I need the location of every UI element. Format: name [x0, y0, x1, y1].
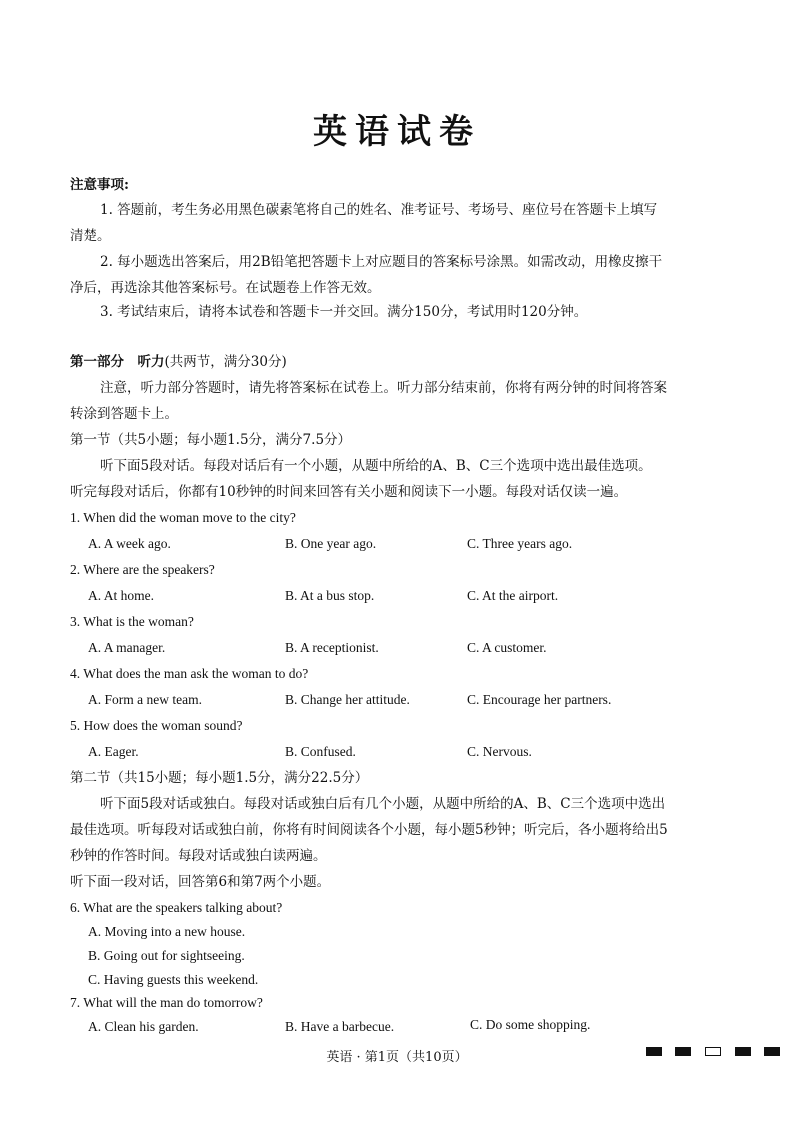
- question-text: 6. What are the speakers talking about?: [70, 900, 283, 915]
- option-b: B. At a bus stop.: [285, 588, 375, 603]
- notice-heading: 注意事项:: [70, 177, 129, 193]
- mark-block: [764, 1047, 780, 1056]
- option-b: B. Confused.: [285, 744, 356, 759]
- option-c: C. Encourage her partners.: [467, 692, 612, 707]
- option-a: A. A manager.: [88, 640, 166, 655]
- section1-heading: 第一节（共5小题；每小题1.5分，满分7.5分）: [70, 432, 352, 448]
- mark-block: [735, 1047, 751, 1056]
- option-c: C. Three years ago.: [467, 536, 573, 551]
- option-a: A. A week ago.: [88, 536, 171, 551]
- option-b: B. Have a barbecue.: [285, 1019, 395, 1034]
- question-text: 4. What does the man ask the woman to do?: [70, 666, 309, 681]
- option-a: A. At home.: [88, 588, 154, 603]
- part1-heading-row: [70, 353, 287, 371]
- section1-instr-line: 听完每段对话后，你都有10秒钟的时间来回答有关小题和阅读下一小题。每段对话仅读一遍。: [70, 484, 628, 500]
- option-a: A. Eager.: [88, 744, 139, 759]
- section2-instr-line: 最佳选项。听每段对话或独白前，你将有时间阅读各个小题，每小题5秒钟；听完后，各小题将给出5: [70, 822, 668, 838]
- notice-line: 3. 考试结束后，请将本试卷和答题卡一并交回。满分150分，考试用时120分钟。: [100, 304, 588, 320]
- question-text: 1. When did the woman move to the city?: [70, 510, 296, 525]
- question-text: 3. What is the woman?: [70, 614, 194, 629]
- option-a: A. Form a new team.: [88, 692, 202, 707]
- option-c: C. A customer.: [467, 640, 547, 655]
- notice-line: 净后，再选涂其他答案标号。在试题卷上作答无效。: [70, 280, 381, 296]
- question-text: 7. What will the man do tomorrow?: [70, 995, 263, 1010]
- question-text: 5. How does the woman sound?: [70, 718, 243, 733]
- option-c: C. Having guests this weekend.: [88, 972, 259, 987]
- option-b: B. Going out for sightseeing.: [88, 948, 245, 963]
- mark-block: [675, 1047, 691, 1056]
- option-b: B. A receptionist.: [285, 640, 379, 655]
- dialog-note: 听下面一段对话，回答第6和第7两个小题。: [70, 874, 331, 890]
- section2-instr-line: 秒钟的作答时间。每段对话或独白读两遍。: [70, 848, 327, 864]
- part1-heading-note: (共两节，满分30分): [164, 354, 287, 370]
- notice-line: 清楚。: [70, 228, 111, 244]
- page-footer: 英语 · 第1页（共10页）: [326, 1050, 468, 1065]
- question-text: 2. Where are the speakers?: [70, 562, 215, 577]
- notice-line: 1. 答题前，考生务必用黑色碳素笔将自己的姓名、准考证号、考场号、座位号在答题卡上填写: [100, 202, 658, 218]
- option-a: A. Moving into a new house.: [88, 924, 246, 939]
- part1-heading: 第一部分 听力: [70, 354, 165, 370]
- mark-block-hollow: [705, 1047, 721, 1056]
- mark-block: [646, 1047, 662, 1056]
- page-title: 英语试卷: [313, 112, 481, 152]
- option-b: B. One year ago.: [285, 536, 377, 551]
- section2-instr-line: 听下面5段对话或独白。每段对话或独白后有几个小题，从题中所给的A、B、C三个选项中选出: [100, 796, 666, 812]
- option-a: A. Clean his garden.: [88, 1019, 199, 1034]
- option-c: C. At the airport.: [467, 588, 559, 603]
- section1-instr-line: 听下面5段对话。每段对话后有一个小题，从题中所给的A、B、C三个选项中选出最佳选项。: [100, 458, 652, 474]
- option-c: C. Do some shopping.: [470, 1017, 591, 1032]
- part1-intro-line: 转涂到答题卡上。: [70, 406, 178, 422]
- notice-line: 2. 每小题选出答案后，用2B铅笔把答题卡上对应题目的答案标号涂黑。如需改动，用橡皮擦干: [100, 254, 663, 270]
- section2-heading: 第二节（共15小题；每小题1.5分，满分22.5分）: [70, 770, 369, 786]
- option-b: B. Change her attitude.: [285, 692, 410, 707]
- part1-intro-line: 注意，听力部分答题时，请先将答案标在试卷上。听力部分结束前，你将有两分钟的时间将答案: [100, 380, 667, 396]
- option-c: C. Nervous.: [467, 744, 532, 759]
